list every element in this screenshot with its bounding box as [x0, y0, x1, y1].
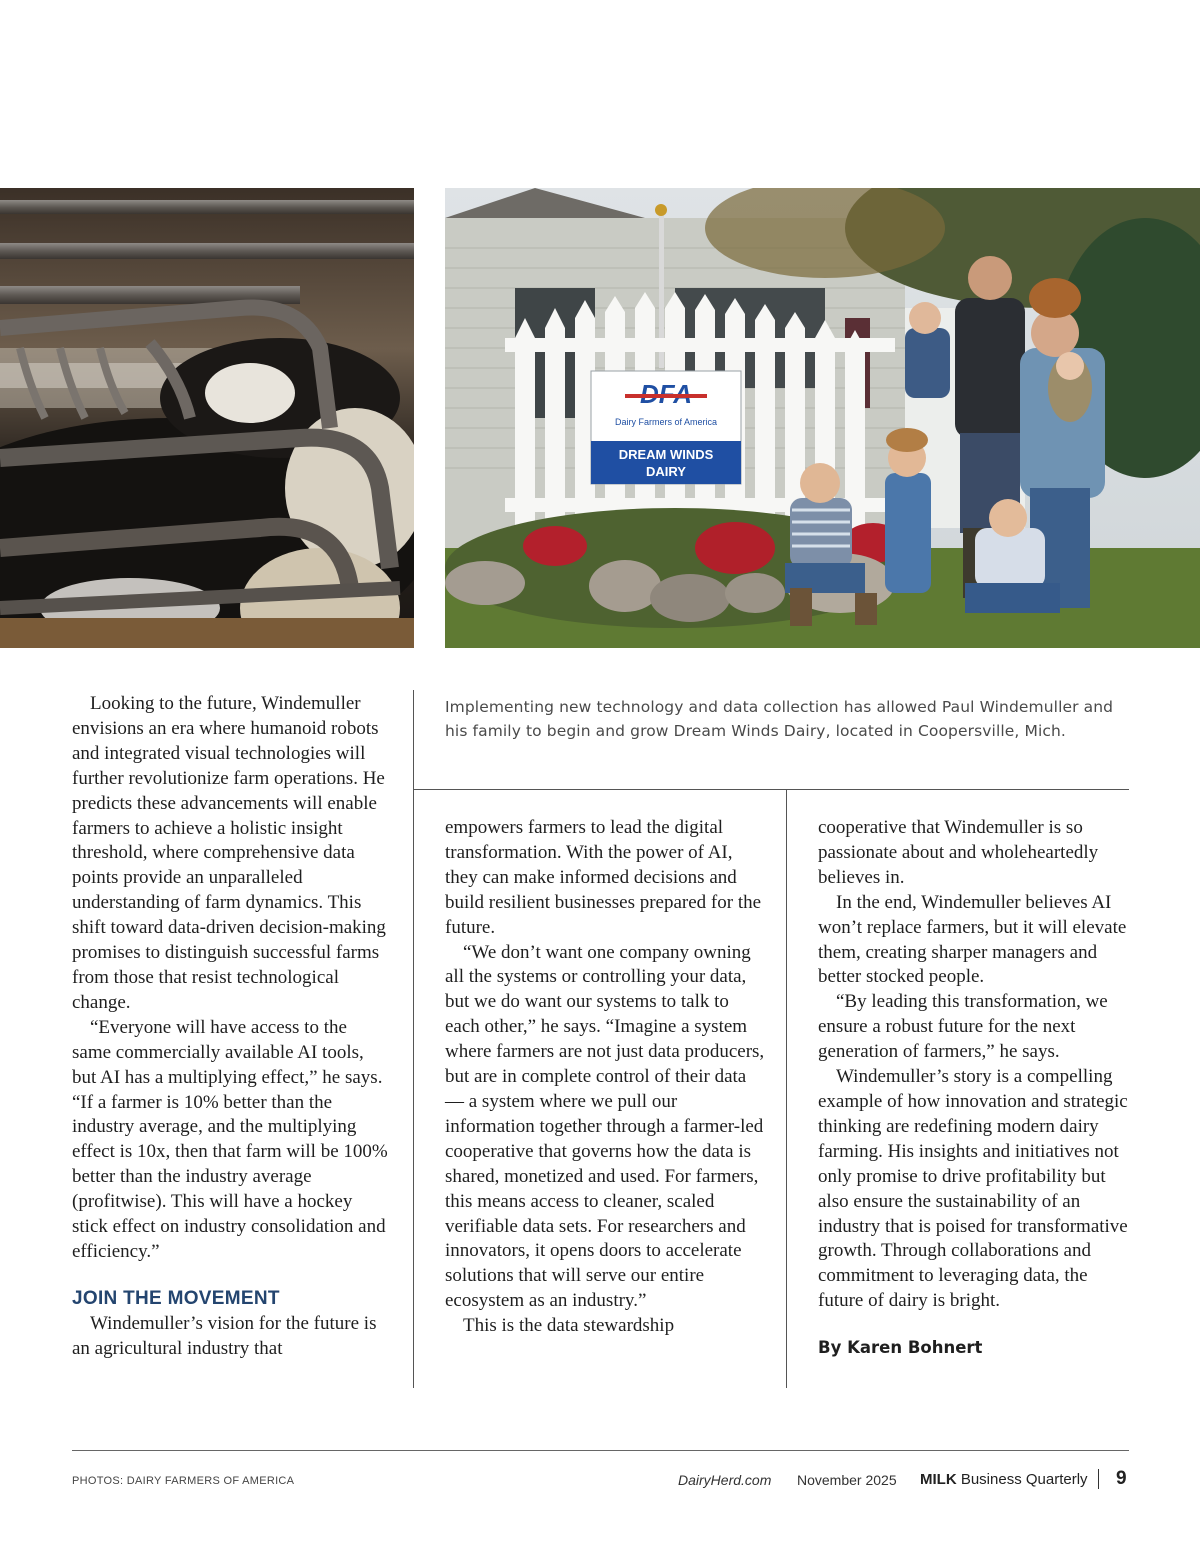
- body-paragraph: “We don’t want one company owning all the systems or controlling your data, but we do want our systems to talk to each other,” he says. “Imagine a system where farmers are not just data producers, but are in complete control of their data — a system where we pull our information together through a farmer-led cooperative that governs how the data is shared, monetized and used. For farmers, this means access to cleaner, scaled verifiable data sets. For researchers and innovators, it opens doors to accelerate solutions that will serve our entire ecosystem as an industry.”: [445, 941, 765, 1312]
- body-paragraph: This is the data stewardship: [463, 1315, 675, 1337]
- body-paragraph: Windemuller’s vision for the future is an agricultural industry that: [72, 1312, 377, 1359]
- body-paragraph: In the end, Windemuller believes AI won’t replace farmers, but it will elevate them, creating sharper managers and better stocked people.: [818, 891, 1127, 988]
- body-paragraph: Windemuller’s story is a compelling example of how innovation and strategic thinking are redefining modern dairy farming. His insights and initiatives not only promise to drive profitability but also ensure the sustainability of an industry that is poised for transformative growth. Through collaborations and commitment to leveraging data, the future of dairy is bright.: [818, 1066, 1128, 1312]
- footer-site-link[interactable]: DairyHerd.com: [678, 1472, 772, 1488]
- article-column-2: [445, 816, 765, 1339]
- body-paragraph: “By leading this transformation, we ensure a robust future for the next generation of farmers,” he says.: [818, 991, 1108, 1063]
- column-divider: [413, 690, 414, 1388]
- footer-date: November 2025: [797, 1472, 897, 1488]
- article-column-3: [818, 816, 1133, 1361]
- body-paragraph: Looking to the future, Windemuller envisions an era where humanoid robots and integrated visual technologies will further revolutionize farm operations. He predicts these advancements will enable farmers to achieve a holistic insight threshold, where comprehensive data points provide an unparalleled understanding of farm dynamics. This shift toward data-driven decision-making promises to distinguish successful farms from those that resist technological change.: [72, 693, 386, 1013]
- photo-credit: PHOTOS: DAIRY FARMERS OF AMERICA: [72, 1475, 295, 1487]
- footer-magazine-title: [920, 1471, 1088, 1488]
- column-divider: [786, 790, 787, 1388]
- magazine-title-bold: MILK: [920, 1471, 957, 1488]
- photo-caption: Implementing new technology and data collection has allowed Paul Windemuller and his family to begin and grow Dream Winds Dairy, located in Coopersville, Mich.: [445, 698, 1114, 740]
- cow-stanchion-photo: [0, 188, 414, 648]
- page-number: 9: [1116, 1468, 1127, 1489]
- section-heading: JOIN THE MOVEMENT: [72, 1287, 280, 1309]
- sign-org: Dairy Farmers of America: [614, 417, 718, 427]
- caption-divider: [414, 789, 1129, 790]
- footer-rule: [72, 1450, 1129, 1451]
- footer-separator: [1098, 1469, 1099, 1489]
- family-dairy-sign-photo: [445, 188, 1200, 648]
- body-paragraph: empowers farmers to lead the digital transformation. With the power of AI, they can make informed decisions and build resilient businesses prepared for the future.: [445, 817, 762, 938]
- body-paragraph: “Everyone will have access to the same commercially available AI tools, but AI has a multiplying effect,” he says. “If a farmer is 10% better than the industry average, and the multiplying effect is 10x, then that farm will be 100% better than the industry average (profitwise). This will have a hockey stick effect on industry consolidation and efficiency.”: [72, 1016, 388, 1262]
- magazine-title-rest: Business Quarterly: [956, 1471, 1088, 1488]
- byline: By Karen Bohnert: [818, 1338, 983, 1358]
- body-paragraph: cooperative that Windemuller is so passionate about and wholeheartedly believes in.: [818, 817, 1099, 888]
- sign-farm-line1: DREAM WINDS: [618, 447, 714, 462]
- article-column-1: [72, 692, 390, 1362]
- sign-farm-line2: DAIRY: [646, 464, 686, 479]
